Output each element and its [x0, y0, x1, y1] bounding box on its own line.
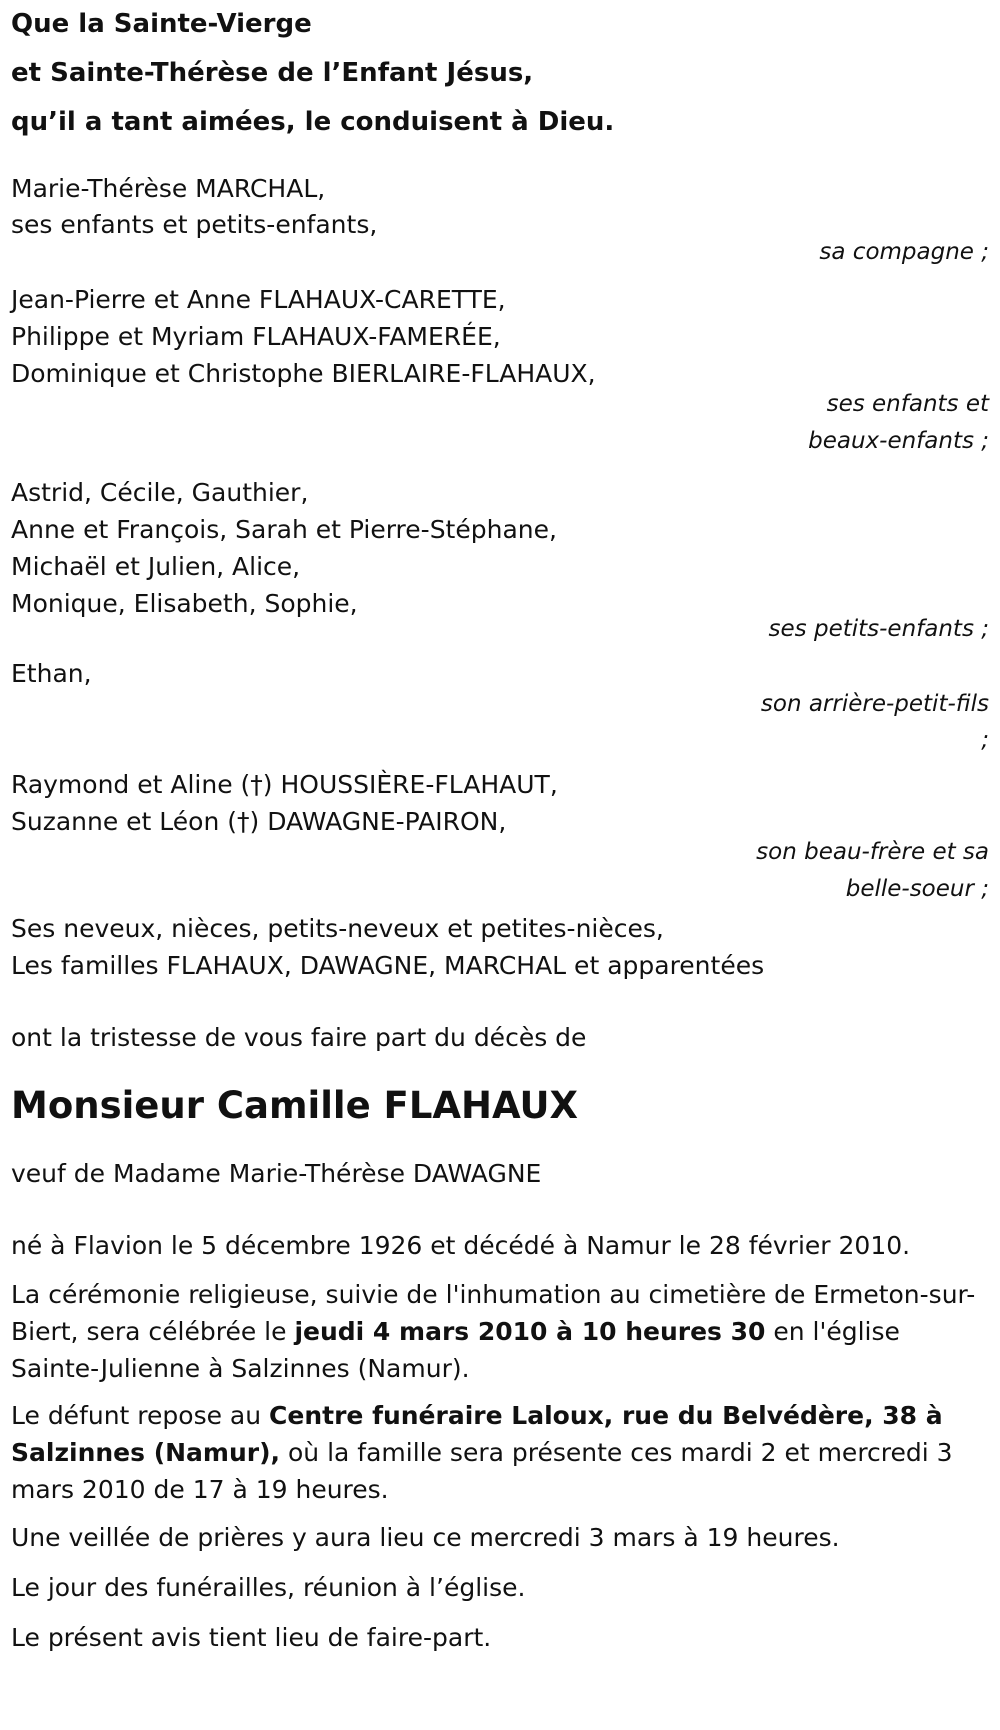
repose-paragraph	[11, 1397, 989, 1508]
family-name-line: Ses neveux, nièces, petits-neveux et petites-nièces,	[11, 914, 664, 943]
family-group-grandchildren	[11, 474, 989, 644]
extended-family	[11, 910, 989, 984]
ceremony-text: La cérémonie religieuse, suivie de l'inhumation au cimetière de Ermeton-sur-Biert, sera célébrée le	[11, 1280, 976, 1346]
relation-label: ;	[981, 727, 989, 753]
ceremony-text: en l'église Sainte-Julienne à Salzinnes (Namur).	[11, 1317, 900, 1383]
intro-line: et Sainte-Thérèse de l’Enfant Jésus,	[11, 58, 534, 88]
family-group-companion	[11, 171, 989, 267]
family-name-line: Philippe et Myriam FLAHAUX-FAMERÉE,	[11, 322, 501, 351]
obituary-notice	[11, 0, 989, 1668]
relation-label: ses petits-enfants ;	[768, 616, 989, 642]
family-name-line: Ethan,	[11, 659, 92, 688]
family-name-line: Raymond et Aline (†) HOUSSIÈRE-FLAHAUT,	[11, 770, 558, 799]
widower-line: veuf de Madame Marie-Thérèse DAWAGNE	[11, 1159, 542, 1188]
family-name-line: Marie-Thérèse MARCHAL,	[11, 174, 326, 203]
relation-label: ses enfants et	[826, 391, 989, 417]
family-name-line: Dominique et Christophe BIERLAIRE-FLAHAUX,	[11, 359, 596, 388]
ceremony-paragraph	[11, 1276, 989, 1387]
notice-line: Le présent avis tient lieu de faire-part.	[11, 1623, 492, 1652]
family-group-great-grandchild	[11, 656, 989, 758]
repose-text: où la famille sera présente ces mardi 2 et mercredi 3 mars 2010 de 17 à 19 heures.	[11, 1438, 953, 1504]
ceremony-date: jeudi 4 mars 2010 à 10 heures 30	[294, 1317, 766, 1346]
family-name-line: Astrid, Cécile, Gauthier,	[11, 478, 309, 507]
deceased-name: Monsieur Camille FLAHAUX	[11, 1084, 579, 1127]
family-group-children	[11, 281, 989, 460]
vigil-line: Une veillée de prières y aura lieu ce mercredi 3 mars à 19 heures.	[11, 1523, 840, 1552]
birth-death-line: né à Flavion le 5 décembre 1926 et décédé à Namur le 28 février 2010.	[11, 1231, 911, 1260]
family-name-line: ses enfants et petits-enfants,	[11, 210, 378, 239]
family-name-line: Anne et François, Sarah et Pierre-Stéphane,	[11, 515, 557, 544]
family-name-line: Monique, Elisabeth, Sophie,	[11, 589, 358, 618]
repose-location: Centre funéraire Laloux, rue du Belvédère, 38 à Salzinnes (Namur),	[11, 1401, 943, 1467]
repose-text: Le défunt repose au	[11, 1401, 270, 1430]
family-name-line: Michaël et Julien, Alice,	[11, 552, 301, 581]
intro-line: qu’il a tant aimées, le conduisent à Dieu.	[11, 107, 615, 137]
relation-label: son beau-frère et sa	[756, 839, 989, 865]
relation-label: belle-soeur ;	[845, 876, 989, 902]
family-group-in-laws	[11, 766, 989, 908]
family-name-line: Suzanne et Léon (†) DAWAGNE-PAIRON,	[11, 807, 507, 836]
intro-line: Que la Sainte-Vierge	[11, 9, 312, 39]
family-name-line: Les familles FLAHAUX, DAWAGNE, MARCHAL et apparentées	[11, 951, 765, 980]
prayer-intro	[11, 0, 989, 147]
announcement-text: ont la tristesse de vous faire part du décès de	[11, 1023, 587, 1052]
funeral-day-line: Le jour des funérailles, réunion à l’église.	[11, 1573, 526, 1602]
family-name-line: Jean-Pierre et Anne FLAHAUX-CARETTE,	[11, 285, 506, 314]
relation-label: sa compagne ;	[819, 239, 989, 265]
relation-label: beaux-enfants ;	[808, 428, 989, 454]
relation-label: son arrière-petit-fils	[760, 691, 989, 717]
